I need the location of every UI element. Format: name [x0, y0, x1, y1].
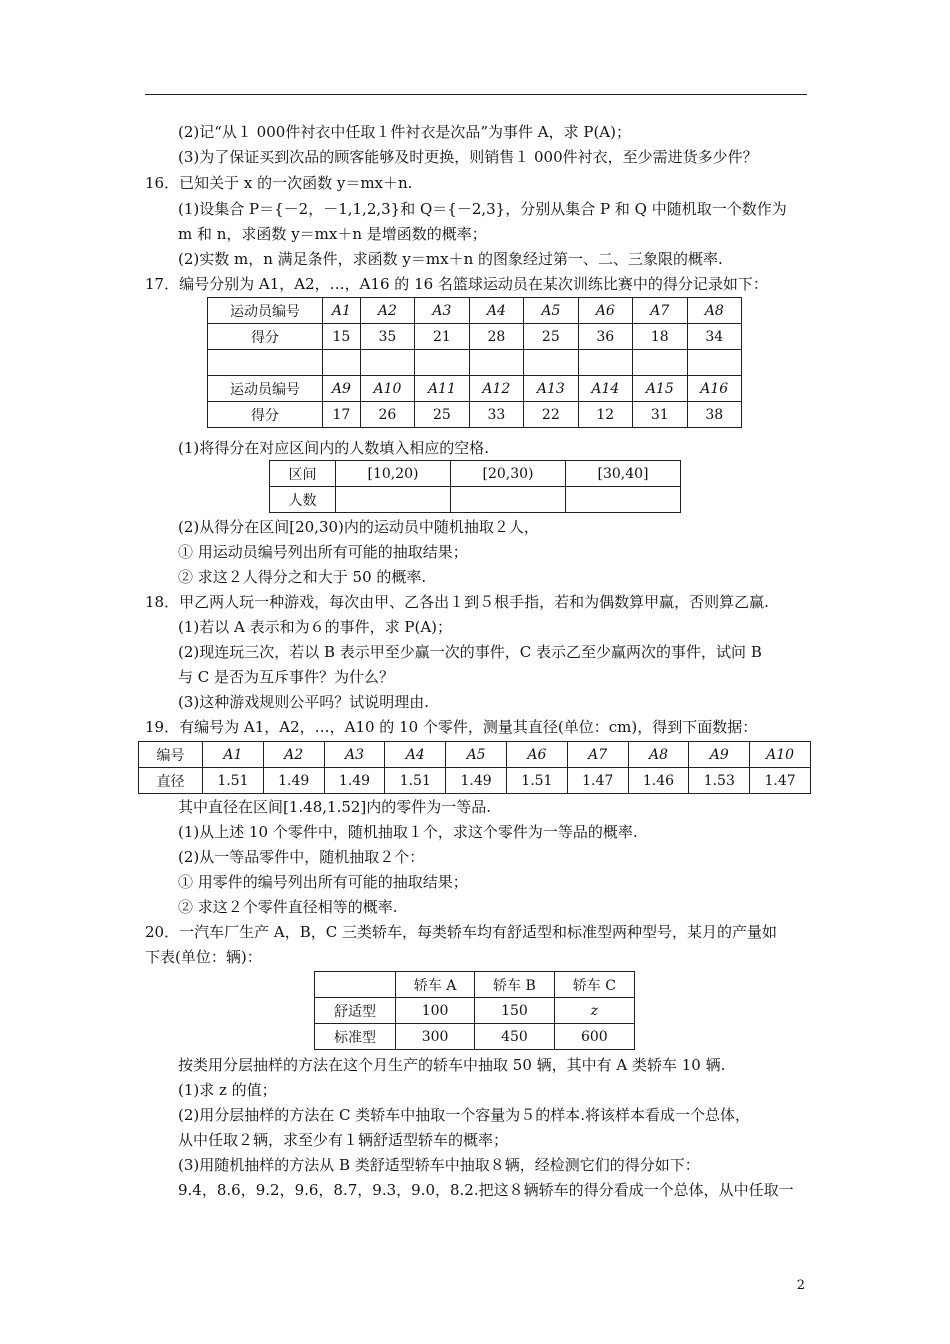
table-cell: 人数	[270, 487, 336, 513]
q18-part1: (1)若以 A 表示和为６的事件，求 P(A)；	[178, 618, 453, 636]
q18-part2a: (2)现连玩三次，若以 B 表示甲至少赢一次的事件，C 表示乙至少赢两次的事件，试问 B	[178, 643, 762, 661]
table-cell: A3	[324, 742, 385, 768]
q15-part3: (3)为了保证买到次品的顾客能够及时更换，则销售１ 000件衬衣，至少需进货多少件？	[178, 148, 758, 166]
q17-part2b: ② 求这２人得分之和大于 50 的概率.	[178, 568, 427, 586]
table-cell: A12	[469, 376, 523, 402]
table-cell: 25	[415, 402, 469, 428]
table-cell: A3	[415, 298, 469, 324]
answer-blank	[566, 487, 681, 513]
table-row	[208, 298, 742, 324]
table-cell: 12	[578, 402, 632, 428]
header-rule	[145, 94, 807, 95]
table-cell: A11	[415, 376, 469, 402]
table-cell: A16	[687, 376, 741, 402]
q15-part2: (2)记“从１ 000件衬衣中任取１件衬衣是次品”为事件 A，求 P(A)；	[178, 123, 631, 141]
table-cell: 轿车 C	[554, 972, 634, 998]
table-cell: 100	[396, 998, 475, 1024]
table-cell: 28	[469, 324, 523, 350]
table-cell: 1.53	[689, 768, 750, 794]
table-cell: 运动员编号	[208, 298, 323, 324]
table-cell: A6	[578, 298, 632, 324]
q17-part1: (1)将得分在对应区间内的人数填入相应的空格.	[178, 439, 490, 457]
table-cell	[315, 972, 396, 998]
q20-note: 按类用分层抽样的方法在这个月生产的轿车中抽取 50 辆，其中有 A 类轿车 10 辆.	[178, 1056, 726, 1074]
q18-part2b: 与 C 是否为互斥事件？为什么？	[178, 668, 395, 686]
q20-stem-a: 20．一汽车厂生产 A，B，C 三类轿车，每类轿车均有舒适型和标准型两种型号，某月的产量如	[145, 923, 777, 941]
table-cell: 450	[475, 1024, 555, 1050]
table-cell: 18	[633, 324, 687, 350]
table-cell: A6	[506, 742, 567, 768]
table-cell: 得分	[208, 402, 323, 428]
table-row	[270, 461, 681, 487]
page-number: 2	[796, 1278, 805, 1293]
table-cell: 150	[475, 998, 555, 1024]
q19-diameter-table	[138, 741, 811, 794]
table-cell: A14	[578, 376, 632, 402]
q20-stem-b: 下表(单位：辆)：	[145, 948, 262, 966]
q20-production-table	[314, 971, 635, 1050]
table-cell: 轿车 A	[396, 972, 475, 998]
table-cell: 34	[687, 324, 741, 350]
table-cell: 得分	[208, 324, 323, 350]
q20-part2a: (2)用分层抽样的方法在 C 类轿车中抽取一个容量为５的样本.将该样本看成一个总体，	[178, 1106, 751, 1124]
q19-part2a: ① 用零件的编号列出所有可能的抽取结果；	[178, 873, 468, 891]
table-cell: 600	[554, 1024, 634, 1050]
table-cell: 35	[360, 324, 414, 350]
table-cell: 21	[415, 324, 469, 350]
table-cell: A7	[567, 742, 628, 768]
table-cell: 31	[633, 402, 687, 428]
table-cell: 轿车 B	[475, 972, 555, 998]
table-cell: 区间	[270, 461, 336, 487]
table-row	[315, 1024, 635, 1050]
table-cell: A2	[263, 742, 324, 768]
table-cell: 36	[578, 324, 632, 350]
table-row	[139, 742, 811, 768]
table-cell: A9	[689, 742, 750, 768]
q20-part1: (1)求 z 的值；	[178, 1081, 277, 1099]
table-cell: 25	[524, 324, 578, 350]
table-cell: 38	[687, 402, 741, 428]
q20-part3b: 9.4，8.6，9.2，9.6，8.7，9.3，9.0，8.2.把这８辆轿车的得分看成一个总体，从中任取一	[178, 1181, 794, 1199]
table-row	[208, 402, 742, 428]
q20-part2b: 从中任取２辆，求至少有１辆舒适型轿车的概率；	[178, 1131, 509, 1149]
table-cell: 1.49	[263, 768, 324, 794]
table-row	[139, 768, 811, 794]
table-row-empty	[208, 350, 742, 376]
q17-part2a: ① 用运动员编号列出所有可能的抽取结果；	[178, 543, 468, 561]
table-cell: 运动员编号	[208, 376, 323, 402]
table-cell: A7	[633, 298, 687, 324]
table-cell: 17	[323, 402, 361, 428]
q16-part1a: (1)设集合 P＝{－2，－1,1,2,3}和 Q＝{－2,3}，分别从集合 P 和 Q 中随机取一个数作为	[178, 200, 787, 218]
q20-part3a: (3)用随机抽样的方法从 B 类舒适型轿车中抽取８辆，经检测它们的得分如下：	[178, 1156, 700, 1174]
table-cell: 1.51	[506, 768, 567, 794]
table-row	[208, 376, 742, 402]
q19-part2b: ② 求这２个零件直径相等的概率.	[178, 898, 398, 916]
table-cell: 1.49	[324, 768, 385, 794]
table-row	[315, 998, 635, 1024]
table-cell: A8	[687, 298, 741, 324]
answer-blank	[451, 487, 566, 513]
q17-stem: 17．编号分别为 A1，A2，…，A16 的 16 名篮球运动员在某次训练比赛中的得分记录如下：	[145, 275, 768, 293]
table-cell: A5	[446, 742, 507, 768]
q18-stem: 18．甲乙两人玩一种游戏，每次由甲、乙各出１到５根手指，若和为偶数算甲赢，否则算乙赢.	[145, 593, 769, 611]
table-cell: [30,40]	[566, 461, 681, 487]
table-cell: A1	[203, 742, 264, 768]
q17-score-table	[207, 297, 742, 428]
table-row	[315, 972, 635, 998]
q16-part2: (2)实数 m，n 满足条件，求函数 y＝mx＋n 的图象经过第一、二、三象限的概率.	[178, 250, 723, 268]
table-cell: 1.46	[628, 768, 689, 794]
table-cell: 1.47	[567, 768, 628, 794]
table-cell: A10	[750, 742, 811, 768]
q19-part2: (2)从一等品零件中，随机抽取２个：	[178, 848, 425, 866]
table-cell: A9	[323, 376, 361, 402]
table-cell: 26	[360, 402, 414, 428]
table-cell: 1.47	[750, 768, 811, 794]
table-cell: 22	[524, 402, 578, 428]
table-cell: 直径	[139, 768, 203, 794]
table-row	[270, 487, 681, 513]
table-row	[208, 324, 742, 350]
q17-interval-table	[269, 460, 681, 513]
table-cell: 1.51	[385, 768, 446, 794]
table-cell: A1	[323, 298, 361, 324]
table-cell: A2	[360, 298, 414, 324]
table-cell: [10,20)	[336, 461, 451, 487]
table-cell: z	[554, 998, 634, 1024]
table-cell: A13	[524, 376, 578, 402]
table-cell: 标准型	[315, 1024, 396, 1050]
q16-part1b: m 和 n，求函数 y＝mx＋n 是增函数的概率；	[178, 225, 487, 243]
q18-part3: (3)这种游戏规则公平吗？试说明理由.	[178, 693, 430, 711]
q16-stem: 16．已知关于 x 的一次函数 y＝mx＋n.	[145, 174, 413, 192]
table-cell: A4	[469, 298, 523, 324]
table-cell: 1.49	[446, 768, 507, 794]
table-cell: A10	[360, 376, 414, 402]
table-cell: A8	[628, 742, 689, 768]
table-cell: A4	[385, 742, 446, 768]
table-cell: A15	[633, 376, 687, 402]
q19-part1: (1)从上述 10 个零件中，随机抽取１个，求这个零件为一等品的概率.	[178, 823, 638, 841]
table-cell: A5	[524, 298, 578, 324]
q19-stem: 19．有编号为 A1，A2，…，A10 的 10 个零件，测量其直径(单位：cm)，得到下面数据：	[145, 718, 758, 736]
q19-note: 其中直径在区间[1.48,1.52]内的零件为一等品.	[178, 798, 492, 816]
table-cell: 33	[469, 402, 523, 428]
table-cell: [20,30)	[451, 461, 566, 487]
table-cell: 舒适型	[315, 998, 396, 1024]
table-cell: 1.51	[203, 768, 264, 794]
q17-part2: (2)从得分在区间[20,30)内的运动员中随机抽取２人，	[178, 518, 539, 536]
table-cell: 编号	[139, 742, 203, 768]
answer-blank	[336, 487, 451, 513]
table-cell: 300	[396, 1024, 475, 1050]
table-cell: 15	[323, 324, 361, 350]
